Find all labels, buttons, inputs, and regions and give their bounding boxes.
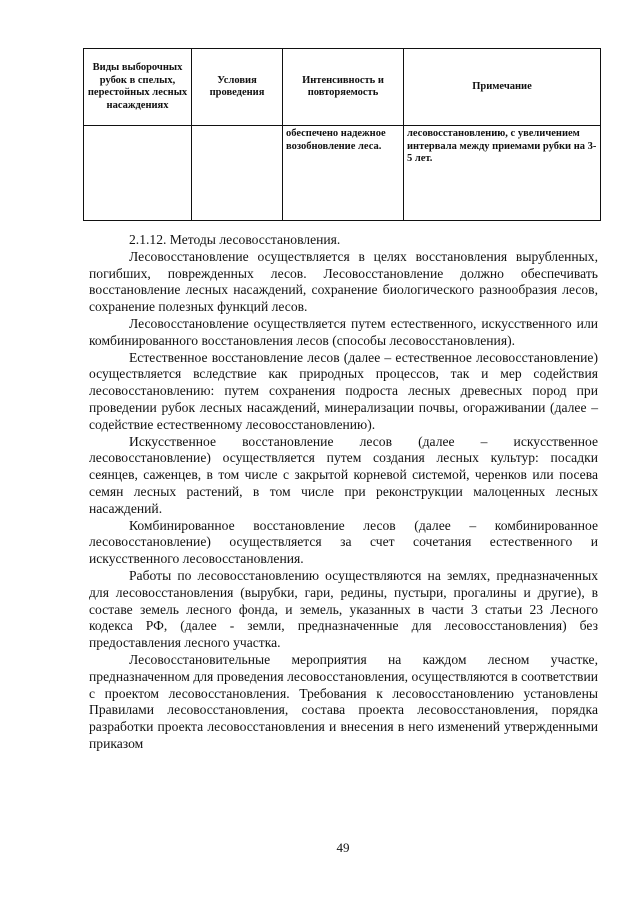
table-cell: лесовосстановлению, с увеличением интервала между приемами рубки на 3-5 лет.	[404, 126, 601, 221]
table-cell: обеспечено надежное возобновление леса.	[283, 126, 404, 221]
paragraph: Лесовосстановление осуществляется в целях восстановления вырубленных, погибших, поврежденных лесов. Лесовосстановление должно обеспечивать восстановление лесных насаждений, сохранение биологического разнообразия лесов, сохранение полезных функций лесов.	[89, 248, 598, 315]
table-header-cell: Примечание	[404, 49, 601, 126]
paragraph: Работы по лесовосстановлению осуществляются на землях, предназначенных для лесовосстановления (вырубки, гари, редины, пустыри, прогалины и другие), в составе земель лесного фонда, и земель, указанных в части 3 статьи 23 Лесного кодекса РФ, (далее - земли, предназначенные для лесовосстановления) без предоставления лесного участка.	[89, 567, 598, 651]
table-cell	[84, 126, 192, 221]
paragraph: Комбинированное восстановление лесов (далее – комбинированное лесовосстановление) осуществляется за счет сочетания естественного и искусственного лесовосстановления.	[89, 517, 598, 567]
section-body	[89, 232, 598, 753]
table-header-cell: Условия проведения	[192, 49, 283, 126]
table-header-cell: Интенсивность и повторяемость	[283, 49, 404, 126]
table-cell	[192, 126, 283, 221]
section-heading: 2.1.12. Методы лесовосстановления.	[129, 232, 341, 247]
paragraph: Естественное восстановление лесов (далее – естественное лесовосстановление) осуществляется вследствие как природных процессов, так и мер содействия лесовосстановлению: путем сохранения подроста лесных древесных пород при проведении рубок лесных насаждений, минерализации почвы, огораживании (далее – содействие естественному лесовосстановлению).	[89, 349, 598, 432]
table-row	[84, 126, 601, 221]
paragraph: Искусственное восстановление лесов (далее – искусственное лесовосстановление) осуществляется путем создания лесных культур: посадки сеянцев, саженцев, в том числе с закрытой корневой системой, черенков или посева семян лесных растений, в том числе при реконструкции малоценных лесных насаждений.	[89, 433, 598, 516]
paragraph: Лесовосстановительные мероприятия на каждом лесном участке, предназначенном для проведения лесовосстановления, осуществляются в соответствии с проектом лесовосстановления. Требования к лесовосстановлению установлены Правилами лесовосстановления, состава проекта лесовосстановления, порядка разработки проекта лесовосстановления и внесения в него изменений утвержденными приказом	[89, 651, 598, 751]
forest-cutting-table	[83, 48, 601, 221]
page-number: 49	[336, 840, 350, 855]
table-header-cell: Виды выборочных рубок в спелых, перестойных лесных насаждениях	[84, 49, 192, 126]
table-header-row	[84, 49, 601, 126]
paragraph: Лесовосстановление осуществляется путем естественного, искусственного или комбинированного восстановления лесов (способы лесовосстановления).	[89, 315, 598, 348]
